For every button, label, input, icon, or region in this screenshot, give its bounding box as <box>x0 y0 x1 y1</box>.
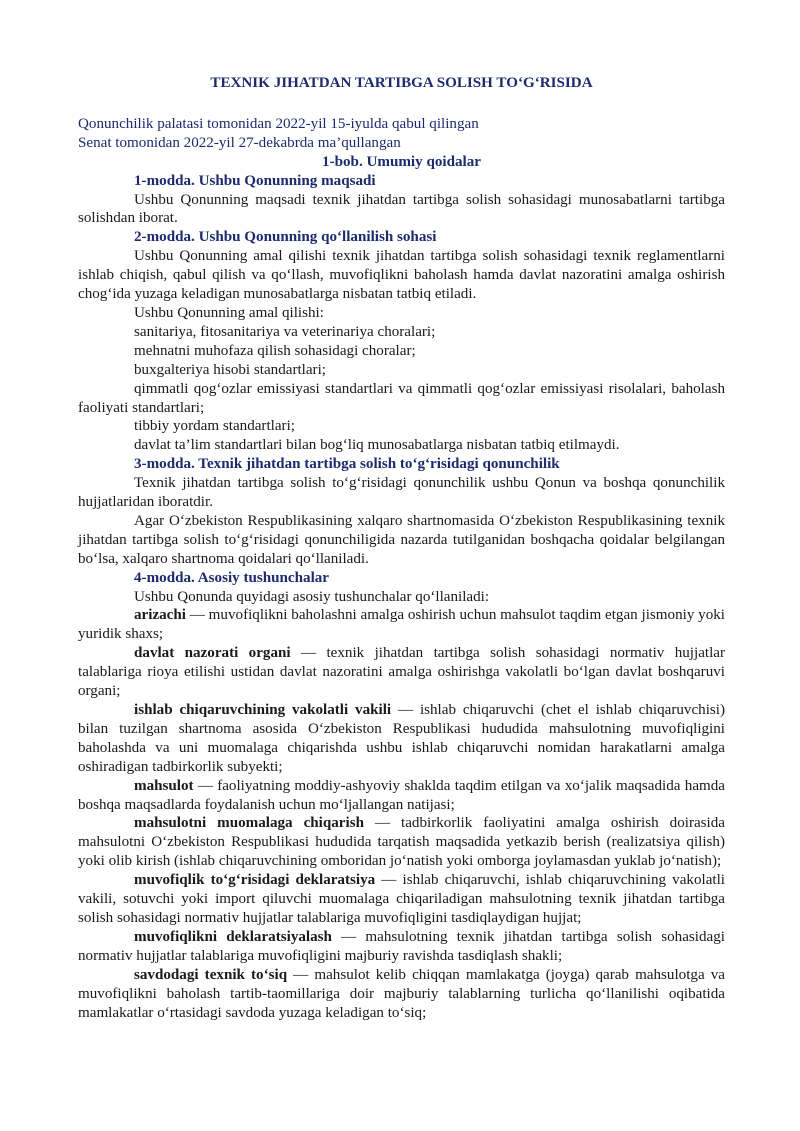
definition-text: — mahsulotning texnik jihatdan tartibga solish sohasidagi normativ hujjatlar talablariga muvofiqligini majburiy ravishda tasdiqlash shakli; <box>78 928 725 964</box>
article-3-paragraph: Agar O‘zbekiston Respublikasining xalqaro shartnomasida O‘zbekiston Respublikasining texnik jihatdan tartibga solish to‘g‘risidagi qonunchiligida nazarda tutilganidan boshqacha qoidalar belgilangan bo‘lsa, xalqaro shartnoma qoidalari qo‘llaniladi. <box>78 512 725 567</box>
chapter-heading: 1-bob. Umumiy qoidalar <box>322 153 481 170</box>
list-item: davlat ta’lim standartlari bilan bog‘liq munosabatlarga nisbatan tatbiq etilmaydi. <box>134 437 620 454</box>
article-3-heading: 3-modda. Texnik jihatdan tartibga solish to‘g‘risidagi qonunchilik <box>134 456 560 473</box>
definition <box>78 928 725 966</box>
list-item: qimmatli qog‘ozlar emissiyasi standartlari va qimmatli qog‘ozlar emissiyasi risolalari, baholash faoliyati standartlari; <box>78 380 725 416</box>
definition-text: — ishlab chiqaruvchi (chet el ishlab chiqaruvchisi) bilan tuzilgan shartnoma asosida O‘zbekiston Respublikasi hududida mahsulotning muvofiqligini baholashda va uni muomalaga chiqarishda ushbu ishlab chiqaruvchi nomidan harakatlarni amalga oshiradigan tadbirkorlik subyekti; <box>78 702 725 775</box>
definition-text: — ishlab chiqaruvchi, ishlab chiqaruvchining vakolatli vakili, sotuvchi yoki import qiluvchi muomalaga chiqariladigan mahsulotning texnik jihatdan tartibga solish sohasidagi normativ hujjatlar talablariga muvofiqligini tasdiqlaydigan hujjat; <box>78 872 725 926</box>
definition-term: mahsulot <box>134 777 194 794</box>
definition <box>78 606 725 644</box>
definition-text: — tadbirkorlik faoliyatini amalga oshirish doirasida mahsulotni O‘zbekiston Respublikasi hududida tarqatish maqsadida yetkazib berish (realizatsiya qilish) yoki olib kirish (ishlab chiqaruvchining omboridan jo‘natish yoki omborga joylamasdan yuklab jo‘natish); <box>78 815 725 870</box>
approval-note: Senat tomonidan 2022-yil 27-dekabrda ma’qullangan <box>78 134 401 151</box>
definition-term: ishlab chiqaruvchining vakolatli vakili <box>134 702 392 718</box>
definition <box>78 814 725 871</box>
article-4-intro: Ushbu Qonunda quyidagi asosiy tushunchalar qo‘llaniladi: <box>134 588 490 605</box>
article-2-paragraph: Ushbu Qonunning amal qilishi texnik jihatdan tartibga solish sohasidagi texnik reglamentlarni ishlab chiqish, qabul qilish va qo‘llash, muvofiqlikni baholash hamda davlat nazoratini amalga oshirish chog‘ida yuzaga keladigan munosabatlarga nisbatan tatbiq etiladi. <box>78 248 725 303</box>
article-2-paragraph: Ushbu Qonunning amal qilishi: <box>134 304 324 321</box>
list-item: mehnatni muhofaza qilish sohasidagi choralar; <box>134 342 416 359</box>
definition <box>78 701 725 777</box>
definition <box>78 966 725 1023</box>
definition <box>78 871 725 928</box>
definition <box>78 777 725 815</box>
definition-term: arizachi <box>134 607 186 624</box>
definition-term: muvofiqlik to‘g‘risidagi deklaratsiya <box>134 872 376 889</box>
definition-term: davlat nazorati organi <box>134 645 291 662</box>
definition-text: — mahsulot kelib chiqqan mamlakatga (joyga) qarab mahsulotga va muvofiqlikni baholash tartib-taomillariga doir majburiy talablarning turlicha qo‘llanilishi oqibatida mamlakatlar o‘rtasidagi savdoda yuzaga keladigan to‘siq; <box>78 966 725 1021</box>
definition <box>78 644 725 701</box>
definition-term: mahsulotni muomalaga chiqarish <box>134 815 364 832</box>
article-1-paragraph: Ushbu Qonunning maqsadi texnik jihatdan tartibga solish sohasidagi munosabatlarni tartibga solishdan iborat. <box>78 191 725 227</box>
list-item: buxgalteriya hisobi standartlari; <box>134 361 326 378</box>
document-title: TEXNIK JIHATDAN TARTIBGA SOLISH TO‘G‘RISIDA <box>210 75 593 91</box>
definition-text: — faoliyatning moddiy-ashyoviy shaklda taqdim etilgan va xo‘jalik maqsadida hamda boshqa maqsadlarda foydalanish uchun mo‘ljallangan natijasi; <box>78 777 725 813</box>
article-4-heading: 4-modda. Asosiy tushunchalar <box>134 569 330 586</box>
definition-text: — muvofiqlikni baholashni amalga oshirish uchun mahsulot taqdim etgan jismoniy yoki yuridik shaxs; <box>78 607 725 643</box>
document-page <box>78 74 725 1022</box>
definition-text: — texnik jihatdan tartibga solish sohasidagi normativ hujjatlar talablariga rioya etilishi ustidan davlat nazoratini amalga oshirishga vakolatli bo‘lgan davlat boshqaruvi organi; <box>78 645 726 700</box>
list-item: sanitariya, fitosanitariya va veterinariya choralari; <box>134 323 436 340</box>
definition-term: savdodagi texnik to‘siq <box>134 966 288 983</box>
article-3-paragraph: Texnik jihatdan tartibga solish to‘g‘risidagi qonunchilik ushbu Qonun va boshqa qonunchilik hujjatlaridan iboratdir. <box>78 475 725 511</box>
adoption-note: Qonunchilik palatasi tomonidan 2022-yil 15-iyulda qabul qilingan <box>78 115 479 132</box>
article-1-heading: 1-modda. Ushbu Qonunning maqsadi <box>134 172 376 189</box>
definition-term: muvofiqlikni deklaratsiyalash <box>134 928 332 945</box>
article-2-heading: 2-modda. Ushbu Qonunning qo‘llanilish sohasi <box>134 229 437 246</box>
list-item: tibbiy yordam standartlari; <box>134 418 295 435</box>
